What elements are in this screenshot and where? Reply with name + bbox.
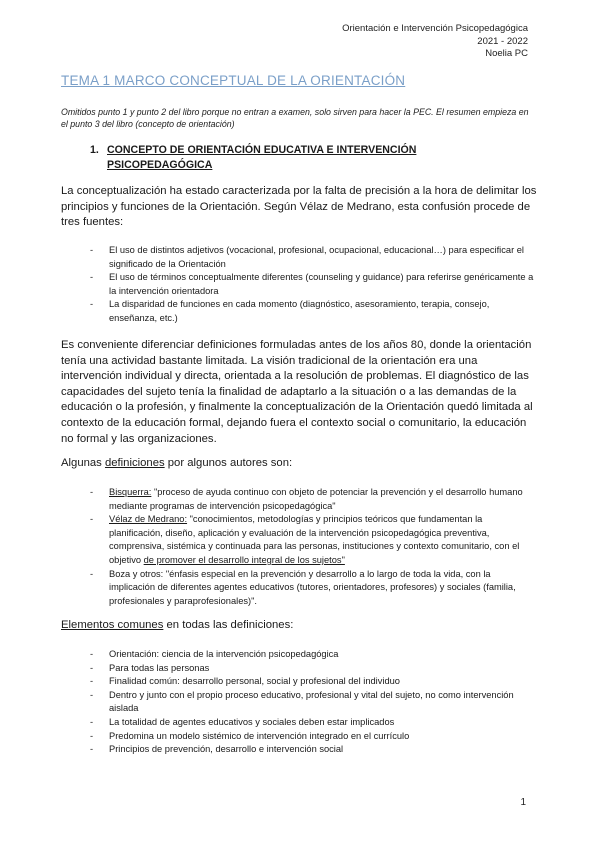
page-number: 1 bbox=[520, 797, 526, 808]
list-item bbox=[90, 689, 534, 716]
sources-list bbox=[90, 244, 534, 326]
bullet-dash: - bbox=[90, 744, 94, 755]
list-item bbox=[90, 486, 534, 513]
paragraph-history: Es conveniente diferenciar definiciones formuladas antes de los años 80, donde la orientación tenía una actividad bastante limitada. La visión tradicional de la orientación era una intervención individual y directa, orientada a la resolución de problemas. El diagnóstico de las capacidades del sujeto tenía la finalidad de adaptarlo a la situación o a las demandas de la educación o la profesión, y finalmente la conceptualización de la Orientación quedó limitada al contexto de la educación formal, dejando fuera el contexto social o comunitario, la educación no formal y las organizaciones. bbox=[61, 339, 533, 445]
definition-text: "proceso de ayuda continuo con objeto de potenciar la prevención y el desarrollo humano mediante programas de intervención psicopedagógica" bbox=[109, 487, 523, 511]
definitions-intro bbox=[61, 456, 539, 472]
definition-text: "conocimientos, metodologías y principios teóricos que fundamentan la planificación, diseño, aplicación y evaluación de la intervención psicopedagógica preventiva, comprensiva, sistémica y continuada para las personas, instituciones y contexto comunitario, con el objetivo bbox=[109, 514, 520, 565]
header-year: 2021 - 2022 bbox=[477, 35, 528, 47]
section-title-line2: PSICOPEDAGÓGICA bbox=[107, 159, 213, 171]
bullet-dash: - bbox=[90, 716, 94, 727]
header-course: Orientación e Intervención Psicopedagógica bbox=[342, 23, 528, 34]
definitions-intro-underlined: definiciones bbox=[104, 457, 165, 469]
list-item bbox=[90, 743, 534, 757]
list-item-text: Finalidad común: desarrollo personal, social y profesional del individuo bbox=[109, 676, 400, 687]
definition-text: Boza y otros: "énfasis especial en la prevención y desarrollo a lo largo de toda la vida, con la implicación de diferentes agentes educativos (tutores, orientadores, profesores) y sociales (familia, profesionales y paraprofesionales)". bbox=[109, 568, 516, 606]
list-item bbox=[90, 298, 534, 325]
elements-intro-after: en todas las definiciones: bbox=[163, 619, 294, 631]
bullet-dash: - bbox=[90, 514, 94, 525]
list-item bbox=[90, 513, 534, 567]
elements-list bbox=[90, 648, 534, 757]
definitions-intro-after: por algunos autores son: bbox=[164, 457, 293, 469]
list-item bbox=[90, 648, 534, 662]
bullet-dash: - bbox=[90, 689, 94, 700]
elements-intro-underlined: Elementos comunes bbox=[61, 619, 164, 631]
header-author: Noelia PC bbox=[485, 48, 528, 59]
list-item-text: El uso de términos conceptualmente diferentes (counseling y guidance) para referirse genéricamente a la intervención orientadora bbox=[109, 272, 534, 296]
bullet-dash: - bbox=[90, 299, 94, 310]
list-item-text: La totalidad de agentes educativos y sociales deben estar implicados bbox=[109, 716, 395, 727]
list-item bbox=[90, 568, 534, 609]
list-item bbox=[90, 730, 534, 744]
bullet-dash: - bbox=[90, 730, 94, 741]
bullet-dash: - bbox=[90, 662, 94, 673]
list-item-text: Dentro y junto con el propio proceso educativo, profesional y vital del sujeto, no como intervención aislada bbox=[109, 689, 514, 714]
list-item-text: La disparidad de funciones en cada momento (diagnóstico, asesoramiento, terapia, consejo, enseñanza, etc.) bbox=[109, 299, 490, 323]
bullet-dash: - bbox=[90, 676, 94, 687]
definitions-list bbox=[90, 486, 534, 608]
section-title-line1: CONCEPTO DE ORIENTACIÓN EDUCATIVA E INTERVENCIÓN bbox=[107, 144, 417, 156]
list-item bbox=[90, 662, 534, 676]
bullet-dash: - bbox=[90, 245, 94, 255]
bullet-dash: - bbox=[90, 487, 94, 497]
definition-author: Bisquerra: bbox=[109, 487, 152, 497]
list-item-text: Principios de prevención, desarrollo e intervención social bbox=[109, 744, 344, 755]
definition-underlined-text: de promover el desarrollo integral de los sujetos" bbox=[143, 554, 345, 565]
paragraph-intro: La conceptualización ha estado caracterizada por la falta de precisión a la hora de delimitar los principios y funciones de la Orientación. Según Vélaz de Medrano, esta confusión procede de tres fuentes: bbox=[61, 185, 537, 229]
document-title: TEMA 1 MARCO CONCEPTUAL DE LA ORIENTACIÓN bbox=[61, 73, 406, 88]
section-heading bbox=[90, 143, 416, 173]
list-item bbox=[90, 716, 534, 730]
list-item-text: Predomina un modelo sistémico de intervención integrado en el currículo bbox=[109, 730, 410, 741]
bullet-dash: - bbox=[90, 649, 94, 659]
list-item-text: Orientación: ciencia de la intervención psicopedagógica bbox=[109, 649, 339, 659]
elements-intro bbox=[61, 618, 539, 634]
bullet-dash: - bbox=[90, 568, 94, 579]
page-header bbox=[342, 23, 528, 61]
list-item-text: Para todas las personas bbox=[109, 662, 210, 673]
intro-note: Omitidos punto 1 y punto 2 del libro porque no entran a examen, solo sirven para hacer la PEC. El resumen empieza en el punto 3 del libro (concepto de orientación) bbox=[61, 107, 529, 129]
list-item bbox=[90, 271, 534, 298]
definition-author: Vélaz de Medrano: bbox=[109, 514, 188, 525]
list-item bbox=[90, 675, 534, 689]
list-item bbox=[90, 244, 534, 271]
list-item-text: El uso de distintos adjetivos (vocacional, profesional, ocupacional, educacional…) para especificar el significado de la Orientación bbox=[109, 245, 524, 269]
definitions-intro-before: Algunas bbox=[61, 457, 105, 469]
section-number: 1. bbox=[90, 144, 99, 156]
bullet-dash: - bbox=[90, 272, 94, 283]
